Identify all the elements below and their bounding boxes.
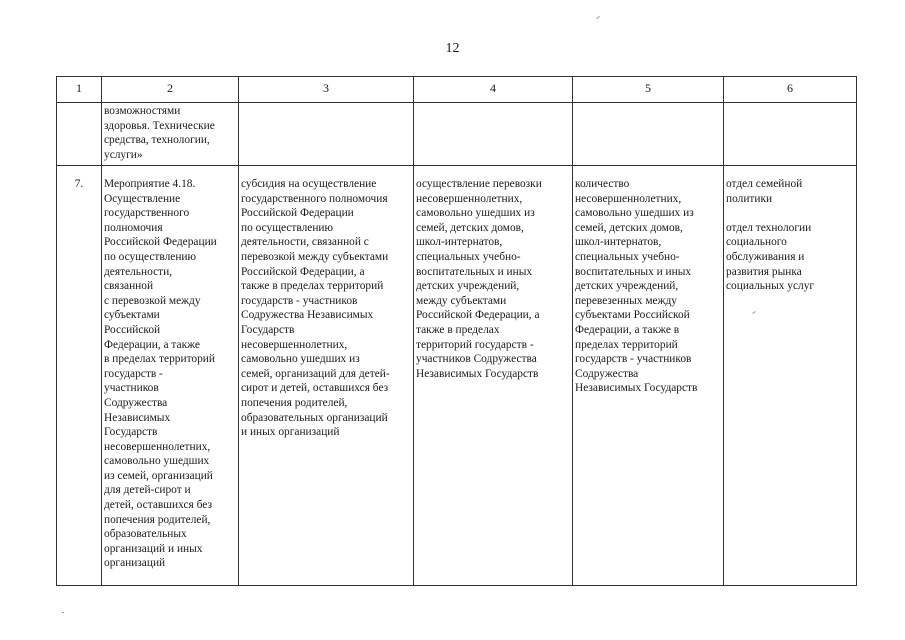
continued-measure-cell: возможностями здоровья. Технические средства, технологии, услуги» xyxy=(102,103,239,166)
column-number-6: 6 xyxy=(724,77,857,103)
row-number-cell: 7. xyxy=(57,166,102,586)
column-number-2: 2 xyxy=(102,77,239,103)
activity-cell: осуществление перевозки несовершеннолетних, самовольно ушедших из семей, детских домов, школ-интернатов, специальных учебно- воспитательных и иных детских учреждений, между субъектами Российской Федерации, а также в пределах территорий государств - участников Содружества Независимых Государств xyxy=(414,166,573,586)
page-number: 12 xyxy=(445,41,460,56)
responsible-cell: отдел семейной политики отдел технологии социального обслуживания и развития рынка социальных услуг xyxy=(724,166,857,586)
continued-cell-6 xyxy=(724,103,857,166)
scan-speck xyxy=(62,612,64,613)
column-number-4: 4 xyxy=(414,77,573,103)
indicator-cell: количество несовершеннолетних, самовольно ушедших из семей, детских домов, школ-интернатов, специальных учебно- воспитательных и иных детских учреждений, перевезенных между субъектами Российской Федерации, а также в пределах территорий государств - участников Содружества Независимых Государств xyxy=(573,166,724,586)
continued-cell-5 xyxy=(573,103,724,166)
continued-row xyxy=(57,103,857,166)
column-number-5: 5 xyxy=(573,77,724,103)
table-row xyxy=(57,166,857,586)
measure-cell: Мероприятие 4.18. Осуществление государственного полномочия Российской Федерации по осуществлению деятельности, связанной с перевозкой между субъектами Российской Федерации, а также в пределах территорий государств - участников Содружества Независимых Государств несовершеннолетних, самовольно ушедших из семей, организаций для детей-сирот и детей, оставшихся без попечения родителей, образовательных организаций и иных организаций xyxy=(102,166,239,586)
column-number-3: 3 xyxy=(239,77,414,103)
column-number-row xyxy=(57,77,857,103)
scan-speck xyxy=(596,16,600,19)
funding-cell: субсидия на осуществление государственного полномочия Российской Федерации по осуществлению деятельности, связанной с перевозкой между субъектами Российской Федерации, а также в пределах территорий государств - участников Содружества Независимых Государств несовершеннолетних, самовольно ушедших из семей, организаций для детей- сирот и детей, оставшихся без попечения родителей, образовательных организаций и иных организаций xyxy=(239,166,414,586)
continued-num-cell xyxy=(57,103,102,166)
continued-cell-3 xyxy=(239,103,414,166)
program-measures-table xyxy=(56,76,857,586)
continued-cell-4 xyxy=(414,103,573,166)
column-number-1: 1 xyxy=(57,77,102,103)
